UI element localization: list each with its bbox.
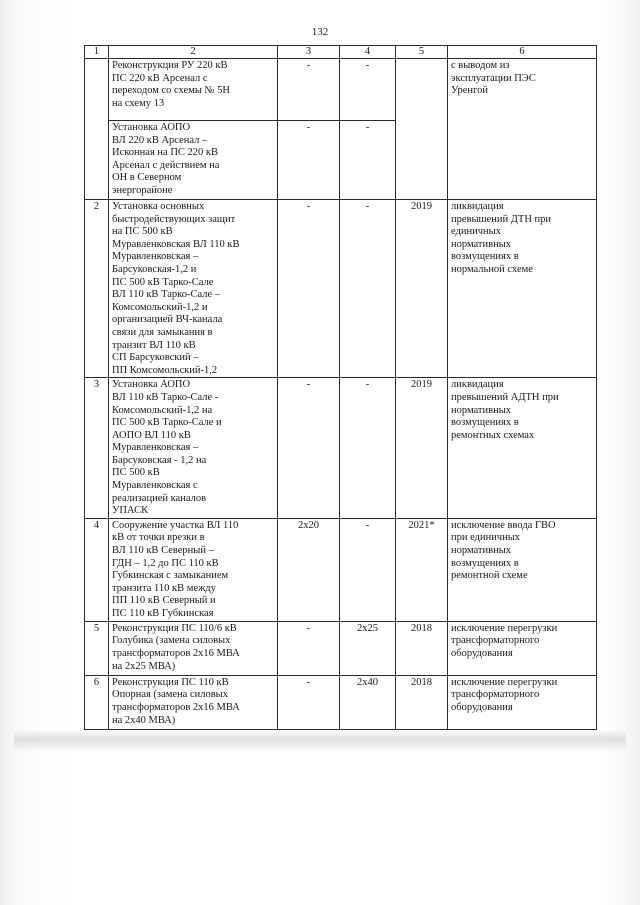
projects-table xyxy=(84,45,597,730)
description-line: Опорная (замена силовых xyxy=(112,689,228,701)
note-line: нормативных xyxy=(451,545,512,557)
description-line: ПП Комсомольский-1,2 xyxy=(112,364,218,376)
description-line: Муравленковская – xyxy=(112,251,199,263)
cell-col-5: 2021* xyxy=(396,518,448,621)
note-line: оборудования xyxy=(451,702,513,714)
header-col-1: 1 xyxy=(85,46,109,59)
cell-col-4: - xyxy=(340,121,396,200)
description-line: СП Барсуковский – xyxy=(112,352,199,364)
table-row xyxy=(85,378,597,519)
description-line: Губкинская с замыканием xyxy=(112,570,229,582)
table-row xyxy=(85,200,597,378)
description-line: ПП 110 кВ Северный и xyxy=(112,595,216,607)
cell-col-4: - xyxy=(340,59,396,121)
description-line: трансформаторов 2х16 МВА xyxy=(112,702,240,714)
description-line: энергорайоне xyxy=(112,184,173,196)
cell-col-4: - xyxy=(340,518,396,621)
header-col-4: 4 xyxy=(340,46,396,59)
description-line: Реконструкция ПС 110/6 кВ xyxy=(112,622,237,634)
description-line: ПС 500 кВ Тарко-Сале xyxy=(112,276,214,288)
description-line: трансформаторов 2х16 МВА xyxy=(112,648,240,660)
header-col-3: 3 xyxy=(278,46,340,59)
cell-col-3: - xyxy=(278,675,340,729)
cell-col-3: - xyxy=(278,378,340,519)
note-line: возмущениях в xyxy=(451,417,519,429)
cell-col-3: 2x20 xyxy=(278,518,340,621)
description-line: Арсенал с действием на xyxy=(112,159,220,171)
header-col-6: 6 xyxy=(448,46,597,59)
row-description xyxy=(109,59,278,121)
description-line: ПС 500 кВ Тарко-Сале и xyxy=(112,417,222,429)
description-line: ВЛ 110 кВ Северный – xyxy=(112,545,214,557)
row-number: 4 xyxy=(85,518,109,621)
cell-col-5: 2019 xyxy=(396,200,448,378)
row-note xyxy=(448,378,597,519)
note-line: исключение перегрузки xyxy=(451,676,558,688)
description-line: транзита 110 кВ между xyxy=(112,582,216,594)
note-line: ликвидация xyxy=(451,379,504,391)
description-line: Установка основных xyxy=(112,201,205,212)
header-col-2: 2 xyxy=(109,46,278,59)
cell-col-3: - xyxy=(278,200,340,378)
note-line: оборудования xyxy=(451,648,513,660)
cell-col-5: 2018 xyxy=(396,621,448,675)
description-line: ВЛ 110 кВ Тарко-Сале – xyxy=(112,289,220,301)
description-line: ПС 220 кВ Арсенал с xyxy=(112,72,208,84)
table-row xyxy=(85,59,597,121)
description-line: Комсомольский-1,2 на xyxy=(112,404,213,416)
description-line: реализацией каналов xyxy=(112,492,207,504)
note-line: возмущениях в xyxy=(451,251,519,263)
description-line: транзит ВЛ 110 кВ xyxy=(112,339,196,351)
description-line: Голубика (замена силовых xyxy=(112,635,231,647)
row-note xyxy=(448,518,597,621)
description-line: Муравленковская ВЛ 110 кВ xyxy=(112,238,240,250)
description-line: ПС 500 кВ xyxy=(112,467,160,479)
header-col-5: 5 xyxy=(396,46,448,59)
description-line: Установка АОПО xyxy=(112,379,191,391)
row-note xyxy=(448,200,597,378)
note-line: исключение перегрузки xyxy=(451,622,558,634)
description-line: Установка АОПО xyxy=(112,122,191,133)
description-line: АОПО ВЛ 110 кВ xyxy=(112,429,191,441)
description-line: Исконная на ПС 220 кВ xyxy=(112,147,219,159)
note-line: возмущениях в xyxy=(451,557,519,569)
cell-col-3: - xyxy=(278,621,340,675)
note-line: исключение ввода ГВО xyxy=(451,519,556,531)
cell-col-3: - xyxy=(278,121,340,200)
note-line: нормативных xyxy=(451,238,512,250)
row-description xyxy=(109,621,278,675)
description-line: Муравленковская – xyxy=(112,442,199,454)
row-number: 6 xyxy=(85,675,109,729)
description-line: Барсуковская-1,2 и xyxy=(112,263,197,275)
table-header-row xyxy=(85,46,597,59)
description-line: Реконструкция РУ 220 кВ xyxy=(112,60,228,71)
note-line: ремонтных схемах xyxy=(451,429,535,441)
note-line: единичных xyxy=(451,226,501,238)
note-line: при единичных xyxy=(451,532,521,544)
description-line: быстродействующих защит xyxy=(112,213,236,225)
cell-col-3: - xyxy=(278,59,340,121)
description-line: ПС 110 кВ Губкинская xyxy=(112,608,214,619)
cell-col-5: 2019 xyxy=(396,378,448,519)
description-line: ГДН – 1,2 до ПС 110 кВ xyxy=(112,557,219,569)
row-note xyxy=(448,59,597,200)
note-line: ремонтной схеме xyxy=(451,570,528,582)
note-line: ликвидация xyxy=(451,201,504,212)
row-description xyxy=(109,675,278,729)
description-line: Муравленковская с xyxy=(112,480,198,492)
row-number: 2 xyxy=(85,200,109,378)
row-number: 5 xyxy=(85,621,109,675)
description-line: организацией ВЧ-канала xyxy=(112,314,223,326)
note-line: эксплуатации ПЭС xyxy=(451,72,536,84)
cell-col-4: - xyxy=(340,200,396,378)
description-line: ОН в Северном xyxy=(112,172,182,184)
description-line: на 2х25 МВА) xyxy=(112,660,176,672)
cell-col-5 xyxy=(396,59,448,200)
cell-col-4: - xyxy=(340,378,396,519)
table-row xyxy=(85,621,597,675)
row-description xyxy=(109,378,278,519)
row-note xyxy=(448,675,597,729)
description-line: Комсомольский-1,2 и xyxy=(112,301,208,313)
description-line: на 2х40 МВА) xyxy=(112,714,176,726)
description-line: на схему 13 xyxy=(112,97,165,109)
note-line: превышений ДТН при xyxy=(451,213,552,225)
description-line: УПАСК xyxy=(112,505,149,517)
note-line: с выводом из xyxy=(451,60,510,71)
description-line: переходом со схемы № 5Н xyxy=(112,85,231,97)
row-description xyxy=(109,121,278,200)
table-row xyxy=(85,675,597,729)
note-line: нормативных xyxy=(451,404,512,416)
description-line: ВЛ 220 кВ Арсенал – xyxy=(112,134,208,146)
note-line: превышений АДТН при xyxy=(451,391,559,403)
note-line: трансформаторного xyxy=(451,635,540,647)
cell-col-4: 2x40 xyxy=(340,675,396,729)
row-number: 3 xyxy=(85,378,109,519)
cell-col-5: 2018 xyxy=(396,675,448,729)
description-line: Барсуковская - 1,2 на xyxy=(112,454,207,466)
page-number: 132 xyxy=(311,26,329,38)
row-number xyxy=(85,59,109,200)
scan-artifact-band xyxy=(14,730,626,752)
description-line: Сооружение участка ВЛ 110 xyxy=(112,519,239,531)
cell-col-4: 2x25 xyxy=(340,621,396,675)
description-line: Реконструкция ПС 110 кВ xyxy=(112,676,229,688)
note-line: нормальной схеме xyxy=(451,263,533,275)
description-line: на ПС 500 кВ xyxy=(112,226,173,238)
row-note xyxy=(448,621,597,675)
note-line: трансформаторного xyxy=(451,689,540,701)
description-line: связи для замыкания в xyxy=(112,326,213,338)
table-row xyxy=(85,518,597,621)
description-line: ВЛ 110 кВ Тарко-Сале - xyxy=(112,391,219,403)
row-description xyxy=(109,518,278,621)
row-description xyxy=(109,200,278,378)
description-line: кВ от точки врезки в xyxy=(112,532,205,544)
note-line: Уренгой xyxy=(451,85,488,97)
